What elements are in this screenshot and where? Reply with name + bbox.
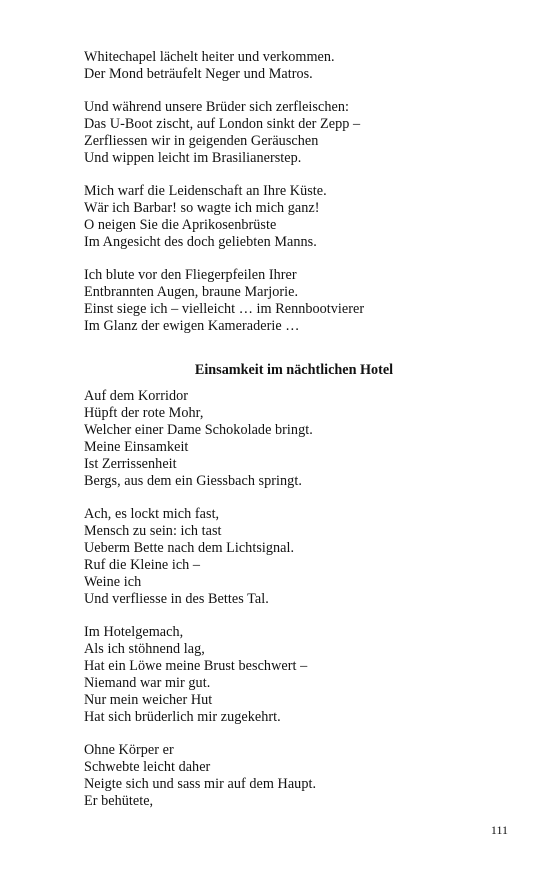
verse-line: Einst siege ich – vielleicht … im Rennbootvierer [84, 301, 365, 317]
stanza [84, 624, 504, 726]
verse-line: Im Glanz der ewigen Kameraderie … [84, 318, 300, 334]
page-body [84, 49, 504, 810]
verse-line: Und verfliesse in des Bettes Tal. [84, 591, 269, 607]
verse-line: Meine Einsamkeit [84, 439, 189, 455]
verse-line: Und wippen leicht im Brasilianerstep. [84, 150, 302, 166]
verse-line: Mich warf die Leidenschaft an Ihre Küste. [84, 183, 327, 199]
verse-line: Bergs, aus dem ein Giessbach springt. [84, 473, 302, 489]
page-number: 111 [490, 823, 508, 837]
poem-title: Einsamkeit im nächtlichen Hotel [194, 362, 394, 378]
verse-line: Hat ein Löwe meine Brust beschwert – [84, 658, 308, 674]
verse-line: Whitechapel lächelt heiter und verkommen. [84, 49, 335, 65]
verse-line: Ist Zerrissenheit [84, 456, 177, 472]
poem-2 [84, 388, 504, 810]
stanza [84, 267, 504, 335]
stanza [84, 388, 504, 490]
verse-line: Ruf die Kleine ich – [84, 557, 201, 573]
stanza [84, 49, 504, 83]
verse-line: Niemand war mir gut. [84, 675, 211, 691]
verse-line: Ich blute vor den Fliegerpfeilen Ihrer [84, 267, 297, 283]
verse-line: Als ich stöhnend lag, [84, 641, 205, 657]
stanza [84, 742, 504, 810]
poem-1 [84, 49, 504, 335]
verse-line: O neigen Sie die Aprikosenbrüste [84, 217, 277, 233]
verse-line: Zerfliessen wir in geigenden Geräuschen [84, 133, 319, 149]
verse-line: Ohne Körper er [84, 742, 174, 758]
verse-line: Entbrannten Augen, braune Marjorie. [84, 284, 299, 300]
stanza [84, 506, 504, 608]
verse-line: Nur mein weicher Hut [84, 692, 213, 708]
verse-line: Im Hotelgemach, [84, 624, 184, 640]
verse-line: Welcher einer Dame Schokolade bringt. [84, 422, 313, 438]
verse-line: Ueberm Bette nach dem Lichtsignal. [84, 540, 295, 556]
verse-line: Wär ich Barbar! so wagte ich mich ganz! [84, 200, 320, 216]
verse-line: Ach, es lockt mich fast, [84, 506, 220, 522]
verse-line: Hat sich brüderlich mir zugekehrt. [84, 709, 281, 725]
verse-line: Und während unsere Brüder sich zerfleischen: [84, 99, 349, 115]
verse-line: Das U-Boot zischt, auf London sinkt der Zepp – [84, 116, 361, 132]
verse-line: Schwebte leicht daher [84, 759, 211, 775]
verse-line: Der Mond beträufelt Neger und Matros. [84, 66, 313, 82]
verse-line: Er behütete, [84, 793, 154, 809]
verse-line: Auf dem Korridor [84, 388, 189, 404]
verse-line: Im Angesicht des doch geliebten Manns. [84, 234, 317, 250]
stanza [84, 99, 504, 167]
verse-line: Mensch zu sein: ich tast [84, 523, 222, 539]
verse-line: Hüpft der rote Mohr, [84, 405, 204, 421]
stanza [84, 183, 504, 251]
verse-line: Neigte sich und sass mir auf dem Haupt. [84, 776, 317, 792]
verse-line: Weine ich [84, 574, 142, 590]
